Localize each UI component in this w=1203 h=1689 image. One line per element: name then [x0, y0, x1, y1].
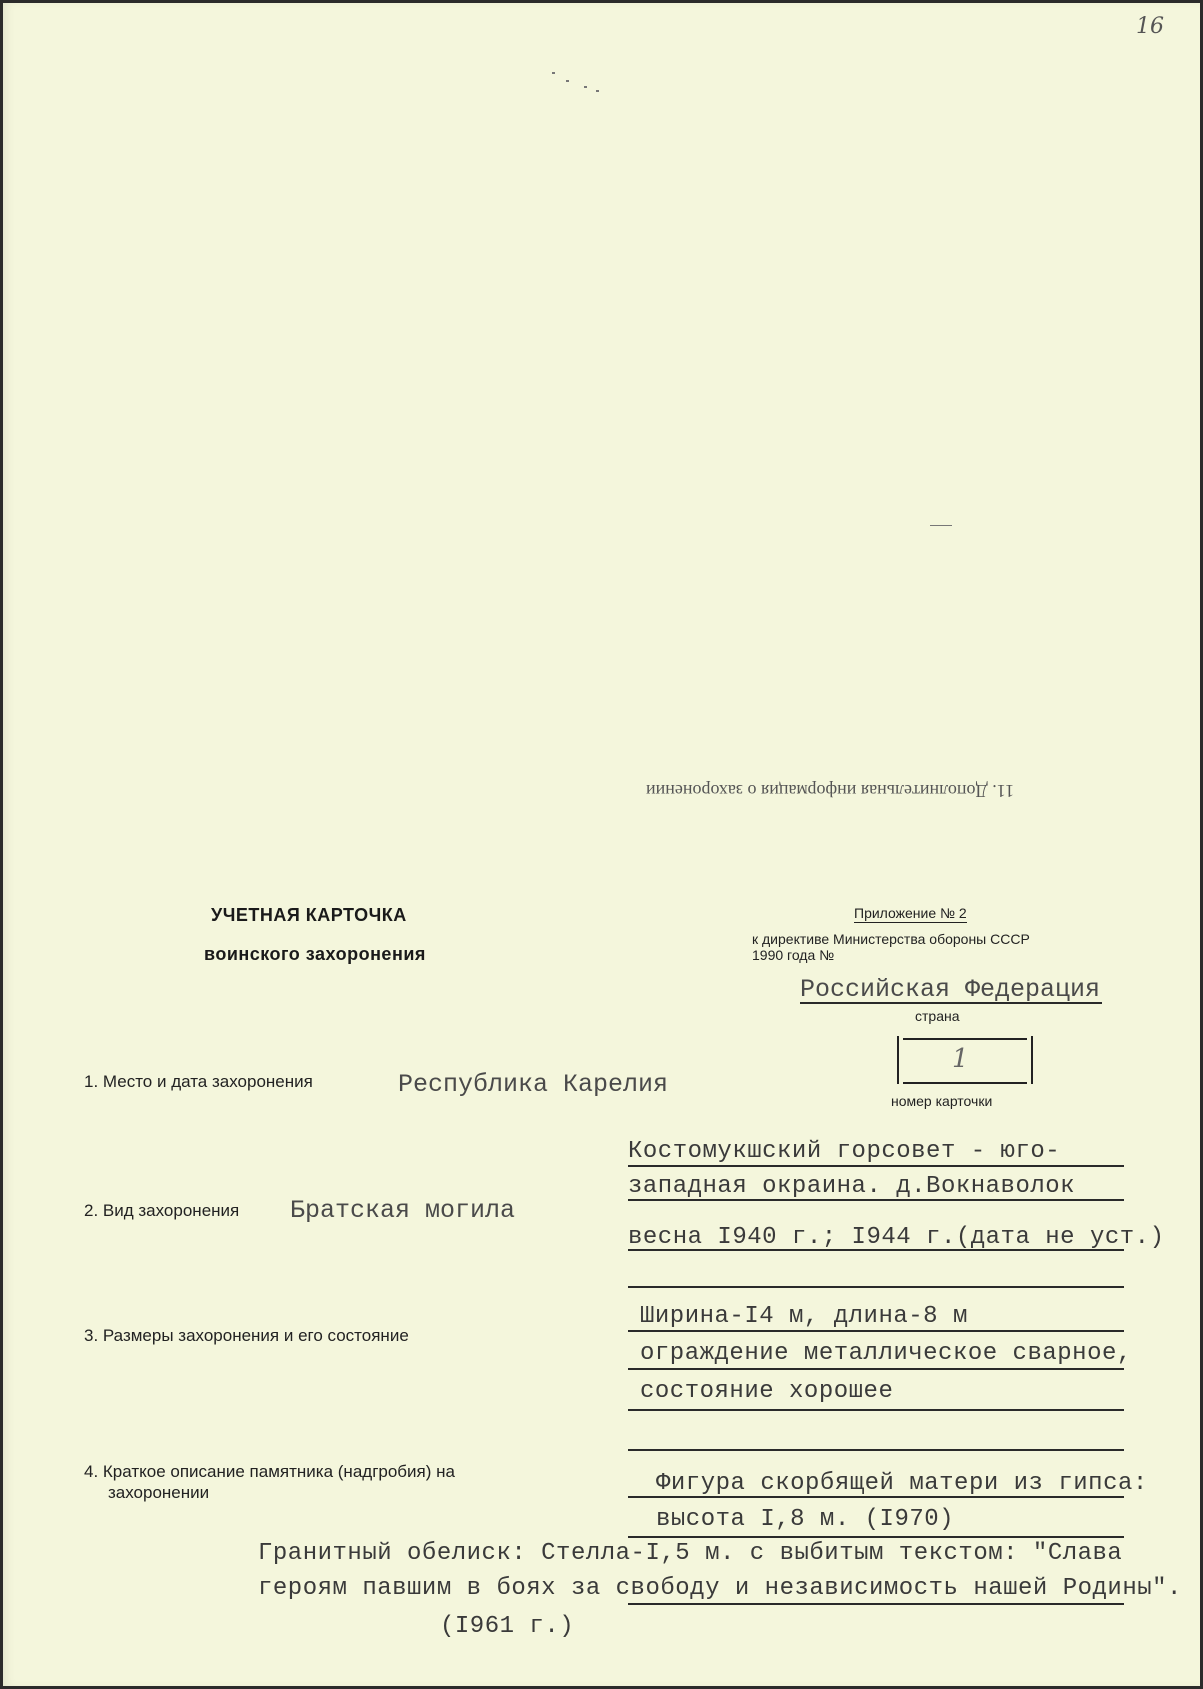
country-caption: страна: [915, 1008, 960, 1024]
box-bottom-line: [903, 1082, 1027, 1084]
monument-underline-1: [628, 1496, 1124, 1498]
monument-line-2: высота I,8 м. (I970): [656, 1506, 955, 1533]
scan-speck: [596, 90, 599, 92]
card-number-value: 1: [952, 1044, 969, 1074]
size-line-1: Ширина-I4 м, длина-8 м: [640, 1303, 968, 1330]
place-line-1: Костомукшский горсовет - юго-: [628, 1138, 1061, 1165]
size-underline-2: [628, 1368, 1124, 1370]
directive-line-1: к директиве Министерства обороны СССР: [752, 931, 1030, 947]
monument-underline-3: [628, 1603, 1124, 1605]
scan-speck: [584, 86, 587, 88]
place-underline-3: [628, 1249, 1124, 1251]
card-subtitle: воинского захоронения: [204, 944, 426, 964]
scan-speck: [930, 525, 952, 526]
box-top-line: [903, 1038, 1027, 1040]
appendix-label: Приложение № 2: [854, 905, 967, 921]
field-monument-label: 4. Краткое описание памятника (надгробия) на: [84, 1462, 455, 1481]
blank-underline: [628, 1286, 1124, 1288]
monument-continuation-1: Гранитный обелиск: Стелла-I,5 м. с выбитым текстом: "Слава: [258, 1540, 1123, 1567]
field-place-value: Республика Карелия: [398, 1070, 669, 1099]
scan-speck: [566, 80, 569, 82]
blank-underline-2: [628, 1449, 1124, 1451]
monument-continuation-3: (I961 г.): [440, 1613, 575, 1640]
place-line-2: западная окраина. д.Вокнаволок: [628, 1173, 1076, 1200]
size-line-3: состояние хорошее: [640, 1378, 894, 1405]
place-underline-2: [628, 1199, 1124, 1201]
size-underline-1: [628, 1330, 1124, 1332]
size-line-2: ограждение металлическое сварное,: [640, 1340, 1132, 1367]
reverse-side-heading: 11. Дополнительная информация о захоронении: [646, 781, 1015, 801]
corner-page-number: 16: [1136, 14, 1164, 39]
directive-line-2: 1990 года №: [752, 947, 835, 963]
size-underline-3: [628, 1409, 1124, 1411]
field-monument-label-2: захоронении: [108, 1483, 210, 1502]
field-type-value: Братская могила: [290, 1196, 516, 1225]
monument-underline-2: [628, 1536, 1124, 1538]
monument-continuation-2: героям павшим в боях за свободу и независимость нашей Родины".: [258, 1575, 1182, 1602]
field-size-label: 3. Размеры захоронения и его состояние: [84, 1326, 409, 1345]
card-title: УЧЕТНАЯ КАРТОЧКА: [211, 905, 407, 925]
monument-line-1: Фигура скорбящей матери из гипса:: [656, 1470, 1148, 1497]
field-place-label: 1. Место и дата захоронения: [84, 1072, 313, 1091]
place-underline-1: [628, 1165, 1124, 1167]
scan-speck: [552, 72, 555, 74]
card-number-caption: номер карточки: [891, 1093, 993, 1109]
field-type-label: 2. Вид захоронения: [84, 1201, 240, 1220]
country-underline: [800, 1002, 1102, 1004]
place-line-3: весна I940 г.; I944 г.(дата не уст.): [628, 1224, 1165, 1251]
country-value: Российская Федерация: [800, 975, 1101, 1004]
